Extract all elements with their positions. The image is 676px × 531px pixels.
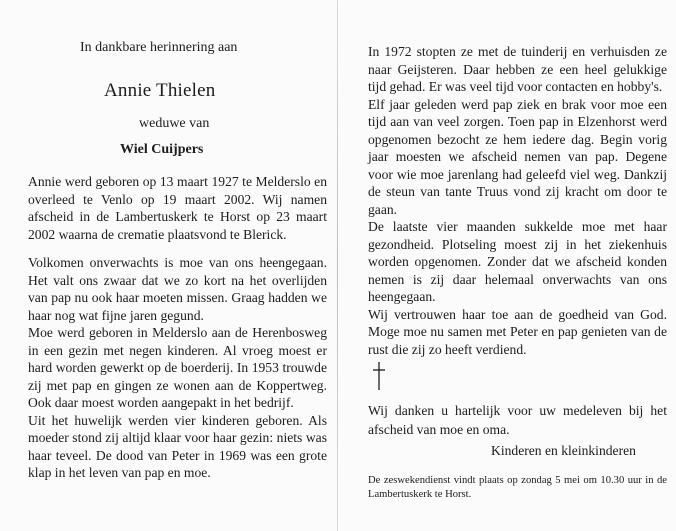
left-text-block xyxy=(28,173,327,482)
right-text-block xyxy=(368,43,667,358)
deceased-name: Annie Thielen xyxy=(104,80,216,101)
biography-paragraph: De laatste vier maanden sukkelde moe met haar gezondheid. Plotseling moest zij in het ziekenhuis worden opgenomen. Zonder dat we afscheid konden nemen is zij daar helemaal onverwachts van ons heengegaan. xyxy=(368,219,667,304)
thanks-text: Wij danken u hartelijk voor uw medeleven bij het afscheid van moe en oma. xyxy=(368,403,667,437)
biography-paragraph: Annie werd geboren op 13 maart 1927 te Melderslo en overleed te Venlo op 19 maart 2002. Wij namen afscheid in de Lambertuskerk te Horst op 23 maart 2002 waarna de crematie plaatsvond te Blerick. xyxy=(28,174,327,242)
biography-paragraph: Uit het huwelijk werden vier kinderen geboren. Als moeder stond zij altijd klaar voor haar gezin: niets was haar teveel. De dood van Peter in 1969 was een grote klap in het leven van pap en moe. xyxy=(28,412,327,480)
left-page xyxy=(28,0,327,531)
card-fold xyxy=(337,0,338,531)
intro-text: In dankbare herinnering aan xyxy=(80,40,238,55)
biography-paragraph: Moe werd geboren in Melderslo aan de Herenbosweg in een gezin met negen kinderen. Al vroeg moest er hard worden gewerkt op de boerderij. In 1953 trouwde zij met pap en gingen ze wonen aan de Koppertweg. Ook daar moest worden aangepakt in het bedrijf. xyxy=(28,325,327,410)
widow-of-text: weduwe van xyxy=(139,116,210,131)
biography-paragraph: Wij vertrouwen haar toe aan de goedheid van God. Moge moe nu samen met Peter en pap genieten van de rust die zij zo heeft verdiend. xyxy=(368,306,667,357)
cross-icon xyxy=(372,362,386,390)
right-page xyxy=(368,0,667,531)
husband-name: Wiel Cuijpers xyxy=(120,142,204,157)
biography-paragraph: In 1972 stopten ze met de tuinderij en verhuisden ze naar Geijsteren. Daar hebben ze een heel gelukkige tijd gehad. Er was veel tijd voor contacten en hobby's. xyxy=(368,44,667,94)
service-note: De zeswekendienst vindt plaats op zondag 5 mei om 10.30 uur in de Lambertuskerk te Horst. xyxy=(368,475,667,500)
biography-paragraph: Volkomen onverwachts is moe van ons heengegaan. Het valt ons zwaar dat we zo kort na het overlijden van pap nu ook haar moeten missen. Graag hadden we haar nog wat fijne jaren gegund. xyxy=(28,255,327,323)
signature-text: Kinderen en kleinkinderen xyxy=(491,443,636,458)
biography-paragraph: Elf jaar geleden werd pap ziek en brak voor moe een tijd aan van veel zorgen. Toen pap in Elzenhorst werd opgenomen bezocht ze hem iedere dag. Begin vorig jaar moesten we afscheid nemen van pap. Degene voor wie moe jarenlang had geleefd viel weg. Dankzij de steun van tante Truus vond zij kracht om door te gaan. xyxy=(368,96,667,217)
